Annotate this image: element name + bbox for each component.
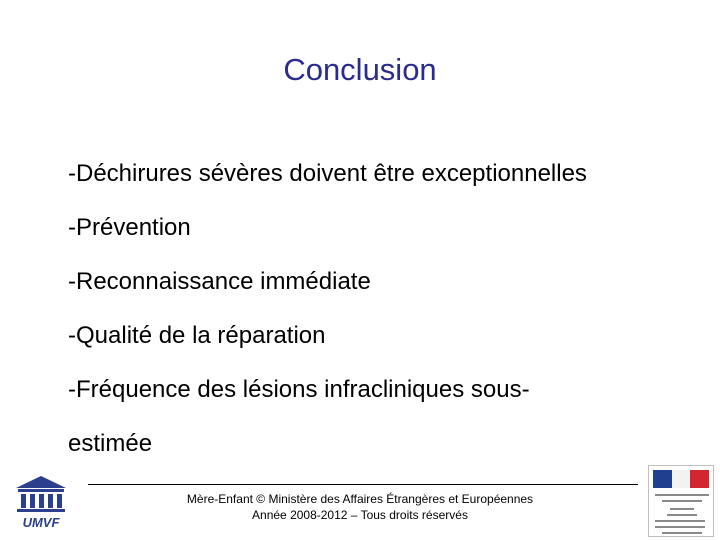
flag-icon: [653, 470, 709, 488]
bullet-item-continuation: estimée: [68, 430, 153, 457]
bullet-item: -Reconnaissance immédiate: [68, 268, 371, 295]
ministry-logo-icon: [648, 465, 714, 537]
umvf-logo-icon: [12, 474, 70, 530]
footer-divider: [88, 484, 638, 485]
bullet-item: -Prévention: [68, 214, 191, 241]
slide-title: Conclusion: [283, 52, 437, 87]
svg-text:UMVF: UMVF: [22, 515, 60, 530]
footer: [120, 491, 600, 523]
bullet-list: [68, 147, 688, 471]
bullet-item: -Qualité de la réparation: [68, 322, 326, 349]
bullet-item: -Déchirures sévères doivent être exceptionnelles: [68, 160, 587, 187]
footer-copyright: Mère-Enfant © Ministère des Affaires Étrangères et Européennes: [186, 492, 534, 506]
bullet-item: -Fréquence des lésions infracliniques sous-: [68, 376, 530, 403]
footer-years: Année 2008-2012 – Tous droits réservés: [252, 508, 468, 522]
